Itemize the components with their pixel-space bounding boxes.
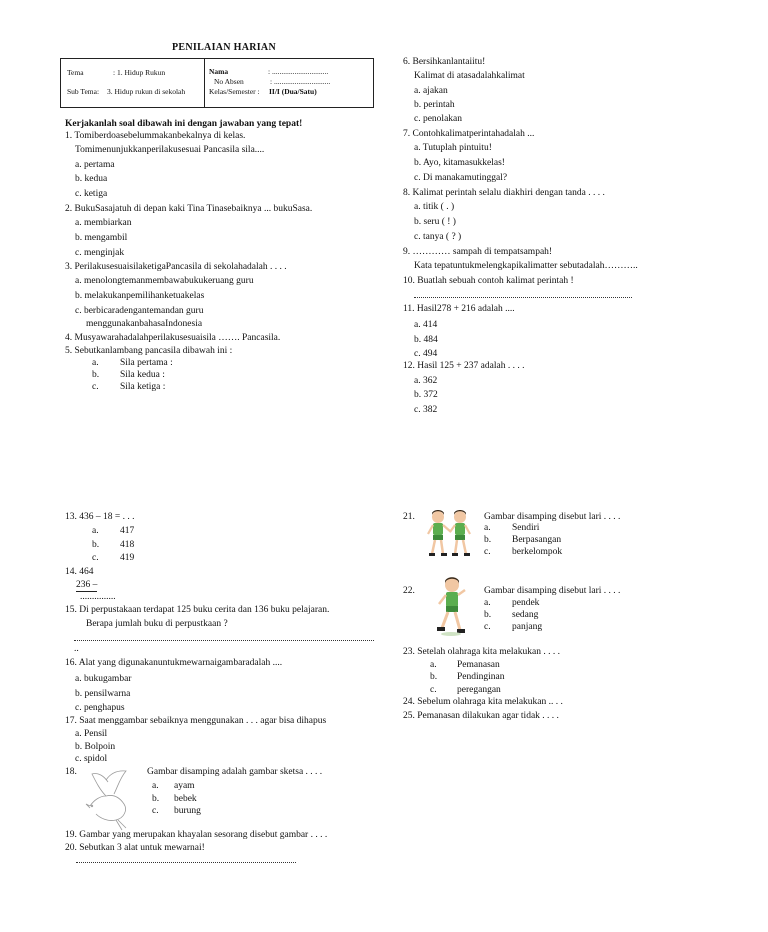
boy-running-icon bbox=[434, 576, 468, 638]
question-15: 15. Di perpustakaan terdapat 125 buku cerita dan 136 buku pelajaran. bbox=[65, 605, 330, 615]
q1-option-c[interactable]: c. ketiga bbox=[75, 189, 108, 199]
q14-answer-line[interactable]: ............... bbox=[80, 592, 116, 602]
q16-option-c[interactable]: c. penghapus bbox=[75, 703, 125, 713]
q22-option-c[interactable]: panjang bbox=[512, 622, 543, 632]
q16-option-a[interactable]: a. bukugambar bbox=[75, 674, 132, 684]
q21-option-c[interactable]: berkelompok bbox=[512, 547, 563, 557]
header-divider bbox=[204, 59, 205, 107]
q17-option-c[interactable]: c. spidol bbox=[75, 754, 108, 764]
q5-sila-2: Sila kedua : bbox=[120, 370, 165, 380]
tema-label: Tema bbox=[67, 68, 84, 77]
q17-option-b[interactable]: b. Bolpoin bbox=[75, 742, 116, 752]
q15-answer-line[interactable] bbox=[74, 640, 374, 641]
question-19: 19. Gambar yang merupakan khayalan sesorang disebut gambar . . . . bbox=[65, 830, 328, 840]
q21-option-a[interactable]: Sendiri bbox=[512, 523, 540, 533]
question-18: 18. bbox=[65, 767, 77, 777]
question-18-text: Gambar disamping adalah gambar sketsa . . . . bbox=[147, 767, 323, 777]
q13-label-c: c. bbox=[92, 553, 99, 563]
question-22: 22. bbox=[403, 586, 415, 596]
nama-field[interactable]: : .............................. bbox=[268, 67, 329, 76]
question-14: 14. 464 bbox=[65, 567, 94, 577]
q5-sila-1: Sila pertama : bbox=[120, 358, 173, 368]
q22-option-a[interactable]: pendek bbox=[512, 598, 540, 608]
question-7: 7. Contohkalimatperintahadalah ... bbox=[403, 129, 535, 139]
question-23: 23. Setelah olahraga kita melakukan . . . . bbox=[403, 647, 560, 657]
q5-label-b: b. bbox=[92, 370, 100, 380]
nama-label: Nama bbox=[209, 67, 229, 76]
kelas-value: II/I (Dua/Satu) bbox=[269, 87, 317, 96]
question-1-text: Tomimenunjukkanperilakusesuai Pancasila sila.... bbox=[75, 145, 265, 155]
children-running-icon bbox=[424, 508, 474, 560]
question-9-text: Kata tepatuntukmelengkapikalimatter sebutadalah……….. bbox=[414, 261, 638, 271]
q6-option-a[interactable]: a. ajakan bbox=[414, 86, 448, 96]
q7-option-a[interactable]: a. Tutuplah pintuitu! bbox=[414, 143, 492, 153]
q8-option-b[interactable]: b. seru ( ! ) bbox=[414, 217, 456, 227]
q2-option-a[interactable]: a. membiarkan bbox=[75, 218, 132, 228]
absen-field[interactable]: : .............................. bbox=[270, 77, 331, 86]
q18-option-c[interactable]: burung bbox=[174, 806, 201, 816]
q7-option-c[interactable]: c. Di manakamutinggal? bbox=[414, 173, 508, 183]
tema-value: : 1. Hidup Rukun bbox=[113, 68, 166, 77]
q20-answer-line[interactable] bbox=[76, 862, 296, 863]
q3-option-c-cont: menggunakanbahasaIndonesia bbox=[86, 319, 203, 329]
q13-label-a: a. bbox=[92, 526, 99, 536]
q23-label-b: b. bbox=[430, 672, 438, 682]
q18-label-b: b. bbox=[152, 794, 160, 804]
q18-option-a[interactable]: ayam bbox=[174, 781, 195, 791]
q6-option-c[interactable]: c. penolakan bbox=[414, 114, 463, 124]
q12-option-a[interactable]: a. 362 bbox=[414, 376, 438, 386]
q13-label-b: b. bbox=[92, 540, 100, 550]
question-13: 13. 436 – 18 = . . . bbox=[65, 512, 135, 522]
q21-label-a: a. bbox=[484, 523, 491, 533]
question-17: 17. Saat menggambar sebaiknya menggunakan . . . agar bisa dihapus bbox=[65, 716, 327, 726]
question-8: 8. Kalimat perintah selalu diakhiri dengan tanda . . . . bbox=[403, 188, 605, 198]
q2-option-c[interactable]: c. menginjak bbox=[75, 248, 125, 258]
q13-option-a[interactable]: 417 bbox=[120, 526, 135, 536]
q1-option-b[interactable]: b. kedua bbox=[75, 174, 108, 184]
absen-label: No Absen bbox=[214, 77, 244, 86]
question-22-text: Gambar disamping disebut lari . . . . bbox=[484, 586, 621, 596]
question-21: 21. bbox=[403, 512, 415, 522]
question-21-text: Gambar disamping disebut lari . . . . bbox=[484, 512, 621, 522]
question-12: 12. Hasil 125 + 237 adalah . . . . bbox=[403, 361, 525, 371]
q7-option-b[interactable]: b. Ayo, kitamasukkelas! bbox=[414, 158, 505, 168]
q12-option-c[interactable]: c. 382 bbox=[414, 405, 438, 415]
q13-option-b[interactable]: 418 bbox=[120, 540, 135, 550]
question-24: 24. Sebelum olahraga kita melakukan .. . . bbox=[403, 697, 563, 707]
subtema-label: Sub Tema: bbox=[67, 87, 100, 96]
q12-option-b[interactable]: b. 372 bbox=[414, 390, 438, 400]
q11-option-b[interactable]: b. 484 bbox=[414, 335, 438, 345]
q5-sila-3: Sila ketiga : bbox=[120, 382, 166, 392]
question-25: 25. Pemanasan dilakukan agar tidak . . . . bbox=[403, 711, 559, 721]
q11-option-c[interactable]: c. 494 bbox=[414, 349, 438, 359]
q3-option-c[interactable]: c. berbicaradengantemandan guru bbox=[75, 306, 204, 316]
q2-option-b[interactable]: b. mengambil bbox=[75, 233, 128, 243]
q18-label-c: c. bbox=[152, 806, 159, 816]
question-2: 2. BukuSasajatuh di depan kaki Tina Tinasebaiknya ... bukuSasa. bbox=[65, 204, 313, 214]
q3-option-b[interactable]: b. melakukanpemilihanketuakelas bbox=[75, 291, 205, 301]
q1-option-a[interactable]: a. pertama bbox=[75, 160, 115, 170]
question-20: 20. Sebutkan 3 alat untuk mewarnai! bbox=[65, 843, 205, 853]
question-6-text: Kalimat di atasadalahkalimat bbox=[414, 71, 525, 81]
q11-option-a[interactable]: a. 414 bbox=[414, 320, 438, 330]
q13-option-c[interactable]: 419 bbox=[120, 553, 135, 563]
q23-option-c[interactable]: peregangan bbox=[457, 685, 501, 695]
question-4: 4. Musyawarahadalahperilakusesuaisila ……. Pancasila. bbox=[65, 333, 281, 343]
q22-label-b: b. bbox=[484, 610, 492, 620]
question-5: 5. Sebutkanlambang pancasila dibawah ini : bbox=[65, 346, 233, 356]
q22-label-a: a. bbox=[484, 598, 491, 608]
bird-sketch-icon bbox=[84, 768, 144, 834]
q6-option-b[interactable]: b. perintah bbox=[414, 100, 455, 110]
q18-label-a: a. bbox=[152, 781, 159, 791]
q16-option-b[interactable]: b. pensilwarna bbox=[75, 689, 131, 699]
subtema-value: 3. Hidup rukun di sekolah bbox=[107, 87, 186, 96]
q14-subtrahend: 236 – bbox=[76, 580, 97, 592]
page-title: PENILAIAN HARIAN bbox=[172, 42, 276, 53]
q21-option-b[interactable]: Berpasangan bbox=[512, 535, 562, 545]
q17-option-a[interactable]: a. Pensil bbox=[75, 729, 108, 739]
q5-label-c: c. bbox=[92, 382, 99, 392]
q22-option-b[interactable]: sedang bbox=[512, 610, 539, 620]
q23-label-a: a. bbox=[430, 660, 437, 670]
question-3: 3. PerilakusesuaisilaketigaPancasila di sekolahadalah . . . . bbox=[65, 262, 287, 272]
q21-label-b: b. bbox=[484, 535, 492, 545]
question-10: 10. Buatlah sebuah contoh kalimat perintah ! bbox=[403, 276, 574, 286]
question-1: 1. Tomiberdoasebelummakanbekalnya di kelas. bbox=[65, 131, 246, 141]
q22-label-c: c. bbox=[484, 622, 491, 632]
q5-label-a: a. bbox=[92, 358, 99, 368]
q23-label-c: c. bbox=[430, 685, 437, 695]
q21-label-c: c. bbox=[484, 547, 491, 557]
question-16: 16. Alat yang digunakanuntukmewarnaigambaradalah .... bbox=[65, 658, 283, 668]
q10-answer-line[interactable] bbox=[414, 297, 632, 298]
q8-option-c[interactable]: c. tanya ( ? ) bbox=[414, 232, 462, 242]
question-15-text: Berapa jumlah buku di perpustkaan ? bbox=[86, 619, 228, 629]
question-6: 6. Bersihkanlantaiitu! bbox=[403, 57, 486, 67]
q15-answer-dots: .. bbox=[74, 644, 79, 654]
instruction: Kerjakanlah soal dibawah ini dengan jawaban yang tepat! bbox=[65, 119, 303, 129]
question-11: 11. Hasil278 + 216 adalah .... bbox=[403, 304, 515, 314]
q23-option-b[interactable]: Pendinginan bbox=[457, 672, 505, 682]
q23-option-a[interactable]: Pemanasan bbox=[457, 660, 500, 670]
q8-option-a[interactable]: a. titik ( . ) bbox=[414, 202, 455, 212]
q3-option-a[interactable]: a. menolongtemanmembawabukukeruang guru bbox=[75, 276, 254, 286]
kelas-label: Kelas/Semester : bbox=[209, 87, 260, 96]
question-9: 9. ………… sampah di tempatsampah! bbox=[403, 247, 553, 257]
q18-option-b[interactable]: bebek bbox=[174, 794, 197, 804]
